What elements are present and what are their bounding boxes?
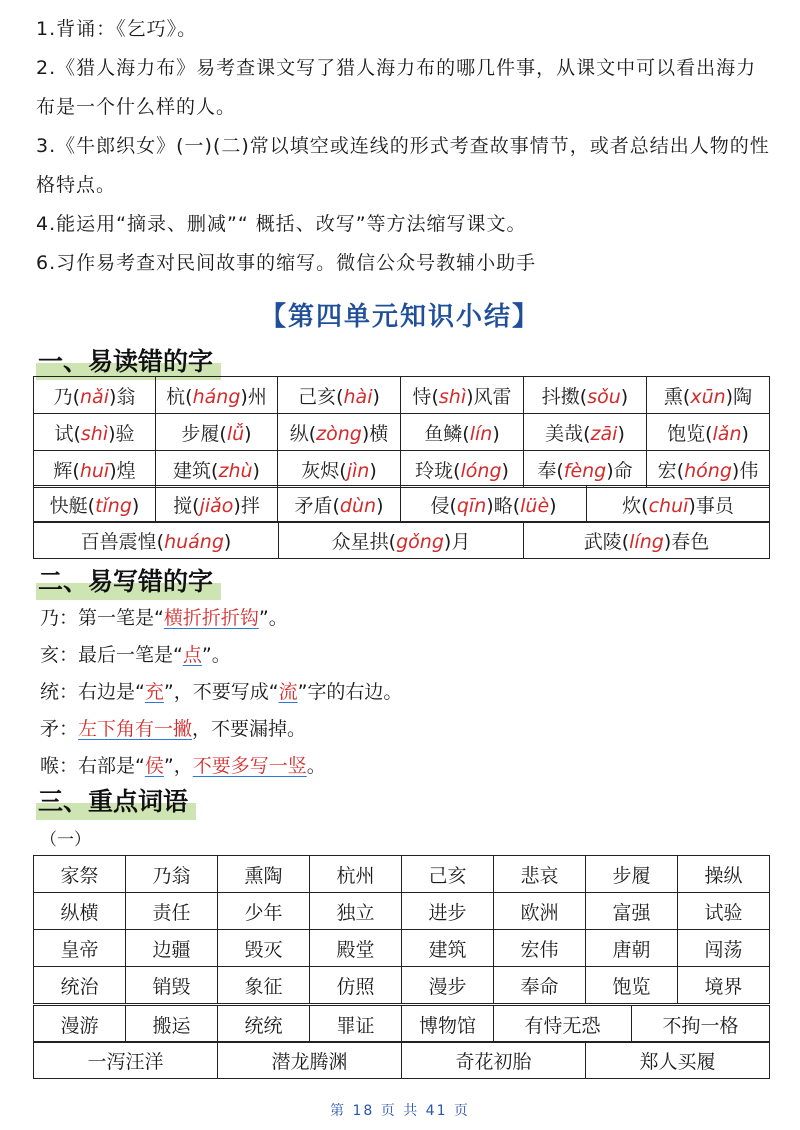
word-cell: 责任: [126, 893, 218, 930]
word-cell: 不拘一格: [632, 1006, 770, 1043]
pinyin-cell: 宏(hóng)伟: [647, 451, 770, 488]
word-cell: 边疆: [126, 930, 218, 967]
exam-point-3: 3.《牛郎织女》(一)(二)常以填空或连线的形式考查故事情节，或者总结出人物的性格特点。: [36, 135, 770, 196]
table-row: [34, 377, 770, 414]
pinyin-cell: 恃(shì)风雷: [401, 377, 524, 414]
word-cell: 皇帝: [34, 930, 126, 967]
section-heading-miswritten: 二、易写错的字: [36, 562, 221, 600]
subsection-label: （一）: [40, 830, 91, 850]
word-cell: 富强: [586, 893, 678, 930]
word-cell: 建筑: [402, 930, 494, 967]
word-cell: 乃翁: [126, 856, 218, 893]
pinyin-cell: 纵(zòng)横: [278, 414, 401, 451]
exam-point-4: 4.能运用“摘录、删减”“ 概括、改写”等方法缩写课文。: [36, 213, 527, 235]
pinyin-cell: 灰烬(jìn): [278, 451, 401, 488]
misread-idioms-row: [33, 521, 770, 559]
rule-item: 矛：左下角有一撇，不要漏掉。: [40, 718, 307, 740]
word-cell: 步履: [586, 856, 678, 893]
word-cell: 操纵: [678, 856, 770, 893]
unit-title: 【第四单元知识小结】: [259, 302, 540, 332]
key-words-table: [33, 855, 770, 1004]
pinyin-cell: 炊(chuī)事员: [587, 486, 770, 523]
table-row: [34, 967, 770, 1004]
table-row: [34, 893, 770, 930]
section-heading-key-words: 三、重点词语: [36, 782, 196, 820]
pinyin-cell: 众星拱(gǒng)月: [279, 522, 524, 559]
table-row: [34, 451, 770, 488]
pinyin-cell: 鱼鳞(lín): [401, 414, 524, 451]
exam-points: [36, 10, 776, 283]
word-cell: 潜龙腾渊: [218, 1042, 402, 1079]
word-cell: 家祭: [34, 856, 126, 893]
table-row: [34, 1006, 770, 1043]
pinyin-cell: 矛盾(dùn): [278, 486, 401, 523]
word-cell: 博物馆: [402, 1006, 494, 1043]
pinyin-cell: 玲珑(lóng): [401, 451, 524, 488]
pinyin-cell: 搅(jiǎo)拌: [156, 486, 278, 523]
word-cell: 奇花初胎: [402, 1042, 586, 1079]
word-cell: 少年: [218, 893, 310, 930]
key-words-table-row5: [33, 1005, 770, 1043]
word-cell: 销毁: [126, 967, 218, 1004]
word-cell: 郑人买履: [586, 1042, 770, 1079]
word-cell: 毁灭: [218, 930, 310, 967]
word-cell: 境界: [678, 967, 770, 1004]
table-row: [34, 856, 770, 893]
rule-item: 统：右边是“充”，不要写成“流”字的右边。: [40, 681, 403, 703]
exam-point-1: 1.背诵：《乞巧》。: [36, 18, 198, 40]
table-row: [34, 486, 770, 523]
word-cell: 殿堂: [310, 930, 402, 967]
word-cell: 欧洲: [494, 893, 586, 930]
word-cell: 独立: [310, 893, 402, 930]
word-cell: 罪证: [310, 1006, 402, 1043]
word-cell: 奉命: [494, 967, 586, 1004]
key-words-table-row6: [33, 1041, 770, 1079]
pinyin-cell: 饱览(lǎn): [647, 414, 770, 451]
misread-characters-table-row4: [33, 485, 770, 523]
pinyin-cell: 奉(fèng)命: [524, 451, 647, 488]
word-cell: 进步: [402, 893, 494, 930]
misread-characters-table: [33, 376, 770, 488]
pinyin-cell: 抖擞(sǒu): [524, 377, 647, 414]
exam-point-6: 6.习作易考查对民间故事的缩写。微信公众号教辅小助手: [36, 252, 537, 274]
pinyin-cell: 辉(huī)煌: [34, 451, 156, 488]
word-cell: 悲哀: [494, 856, 586, 893]
word-cell: 漫游: [34, 1006, 126, 1043]
page-number: 第 18 页 共 41 页: [330, 1103, 470, 1119]
word-cell: 统治: [34, 967, 126, 1004]
word-cell: 己亥: [402, 856, 494, 893]
pinyin-cell: 美哉(zāi): [524, 414, 647, 451]
word-cell: 试验: [678, 893, 770, 930]
word-cell: 漫步: [402, 967, 494, 1004]
word-cell: 饱览: [586, 967, 678, 1004]
word-cell: 宏伟: [494, 930, 586, 967]
miswritten-rules: [40, 600, 402, 785]
pinyin-cell: 百兽震惶(huáng): [34, 522, 279, 559]
pinyin-cell: 建筑(zhù): [156, 451, 278, 488]
word-cell: 有恃无恐: [494, 1006, 632, 1043]
pinyin-cell: 杭(háng)州: [156, 377, 278, 414]
table-row: [34, 522, 770, 559]
pinyin-cell: 步履(lǚ): [156, 414, 278, 451]
pinyin-cell: 乃(nǎi)翁: [34, 377, 156, 414]
word-cell: 仿照: [310, 967, 402, 1004]
word-cell: 闯荡: [678, 930, 770, 967]
word-cell: 熏陶: [218, 856, 310, 893]
rule-item: 喉：右部是“侯”，不要多写一竖。: [40, 755, 326, 777]
word-cell: 搬运: [126, 1006, 218, 1043]
pinyin-cell: 快艇(tǐng): [34, 486, 156, 523]
pinyin-cell: 熏(xūn)陶: [647, 377, 770, 414]
exam-point-2: 2.《猎人海力布》易考查课文写了猎人海力布的哪几件事，从课文中可以看出海力布是一个什么样的人。: [36, 57, 757, 118]
word-cell: 纵横: [34, 893, 126, 930]
section-heading-misread: 一、易读错的字: [36, 342, 221, 380]
word-cell: 杭州: [310, 856, 402, 893]
rule-item: 亥：最后一笔是“点”。: [40, 644, 231, 666]
pinyin-cell: 侵(qīn)略(lüè): [401, 486, 587, 523]
table-row: [34, 414, 770, 451]
pinyin-cell: 试(shì)验: [34, 414, 156, 451]
pinyin-cell: 武陵(líng)春色: [524, 522, 770, 559]
table-row: [34, 1042, 770, 1079]
table-row: [34, 930, 770, 967]
rule-item: 乃：第一笔是“横折折折钩”。: [40, 607, 288, 629]
word-cell: 统统: [218, 1006, 310, 1043]
word-cell: 象征: [218, 967, 310, 1004]
pinyin-cell: 己亥(hài): [278, 377, 401, 414]
word-cell: 唐朝: [586, 930, 678, 967]
word-cell: 一泻汪洋: [34, 1042, 218, 1079]
